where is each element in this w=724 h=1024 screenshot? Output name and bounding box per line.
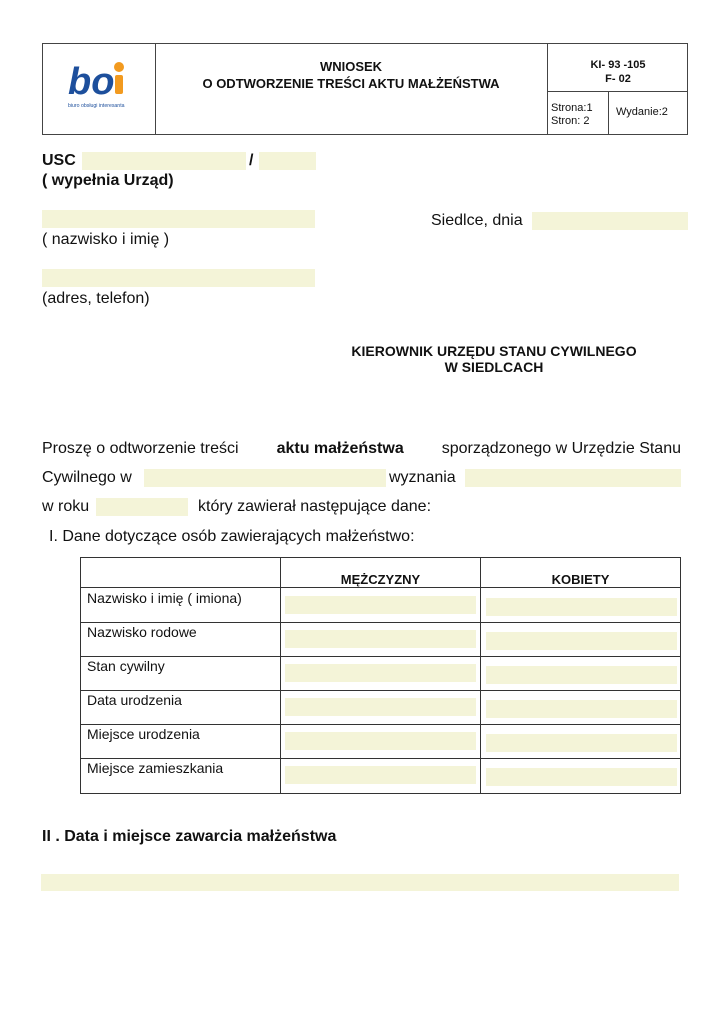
table-divider <box>81 758 680 759</box>
registry-office-label: Cywilnego w <box>42 469 132 486</box>
section-1-heading: I. Dane dotyczące osób zawierających małżeństwo: <box>49 528 415 545</box>
table-divider <box>81 656 680 657</box>
svg-text:bo: bo <box>68 61 115 103</box>
document-code <box>547 58 689 86</box>
address-hint: (adres, telefon) <box>42 290 150 307</box>
addressee <box>340 343 648 375</box>
row-label-name: Nazwisko i imię ( imiona) <box>87 590 242 606</box>
request-text-b: sporządzonego w Urzędzie Stanu <box>441 440 681 457</box>
document-header <box>42 43 688 135</box>
denomination-field[interactable] <box>465 469 681 487</box>
page-label-2: Stron: 2 <box>551 115 590 127</box>
women-birth-place-field[interactable] <box>486 734 677 752</box>
title-line-1: WNIOSEK <box>319 59 383 74</box>
place-date-label: Siedlce, dnia <box>431 212 523 229</box>
year-field[interactable] <box>96 498 188 516</box>
column-header-men: MĘŻCZYZNY <box>340 572 421 587</box>
table-divider <box>81 587 680 588</box>
page-label-1: Strona:1 <box>551 102 593 114</box>
women-birth-date-field[interactable] <box>486 700 677 718</box>
code-line-1: KI- 93 -105 <box>590 59 646 71</box>
denomination-label: wyznania <box>389 469 456 486</box>
table-divider <box>81 622 680 623</box>
svg-text:biuro obsługi interesanta: biuro obsługi interesanta <box>68 103 125 109</box>
women-name-field[interactable] <box>486 598 677 616</box>
header-divider <box>547 91 687 92</box>
filled-by-office-note: ( wypełnia Urząd) <box>42 172 174 189</box>
table-divider <box>81 724 680 725</box>
title-line-2: O ODTWORZENIE TREŚCI AKTU MAŁŻEŃSTWA <box>202 76 500 91</box>
men-marital-status-field[interactable] <box>285 664 476 682</box>
table-divider <box>81 690 680 691</box>
edition-label: Wydanie:2 <box>616 106 668 118</box>
following-data-text: który zawierał następujące dane: <box>198 498 432 515</box>
men-birth-place-field[interactable] <box>285 732 476 750</box>
men-maiden-name-field[interactable] <box>285 630 476 648</box>
marriage-act-emphasis: aktu małżeństwa <box>276 440 404 457</box>
row-label-maiden-name: Nazwisko rodowe <box>87 624 197 640</box>
boi-logo-icon <box>66 58 132 112</box>
name-hint: ( nazwisko i imię ) <box>42 231 170 248</box>
section-2-heading: II . Data i miejsce zawarcia małżeństwa <box>42 828 337 845</box>
men-birth-date-field[interactable] <box>285 698 476 716</box>
row-label-marital-status: Stan cywilny <box>87 658 165 674</box>
name-field[interactable] <box>42 210 315 228</box>
usc-number-field[interactable] <box>82 152 246 170</box>
request-text-a: Proszę o odtworzenie treści <box>42 440 239 457</box>
addressee-line-1: KIEROWNIK URZĘDU STANU CYWILNEGO <box>351 343 637 359</box>
usc-label: USC <box>42 152 76 169</box>
year-label: w roku <box>42 498 90 515</box>
row-label-birth-place: Miejsce urodzenia <box>87 726 200 742</box>
column-header-women: KOBIETY <box>551 572 610 587</box>
header-divider <box>608 91 609 134</box>
request-paragraph-line-1 <box>42 440 681 458</box>
women-maiden-name-field[interactable] <box>486 632 677 650</box>
usc-slash: / <box>249 152 254 169</box>
row-label-birth-date: Data urodzenia <box>87 692 182 708</box>
women-marital-status-field[interactable] <box>486 666 677 684</box>
spouses-data-table <box>80 557 681 794</box>
code-line-2: F- 02 <box>605 73 631 85</box>
women-residence-field[interactable] <box>486 768 677 786</box>
addressee-line-2: W SIEDLCACH <box>444 359 544 375</box>
row-label-residence: Miejsce zamieszkania <box>87 760 224 776</box>
boi-logo <box>66 58 132 112</box>
men-name-field[interactable] <box>285 596 476 614</box>
usc-year-field[interactable] <box>259 152 316 170</box>
document-title <box>155 58 547 92</box>
page-count <box>551 102 593 128</box>
registry-office-field[interactable] <box>144 469 386 487</box>
marriage-date-place-field[interactable] <box>41 874 679 891</box>
date-field[interactable] <box>532 212 688 230</box>
men-residence-field[interactable] <box>285 766 476 784</box>
address-field[interactable] <box>42 269 315 287</box>
